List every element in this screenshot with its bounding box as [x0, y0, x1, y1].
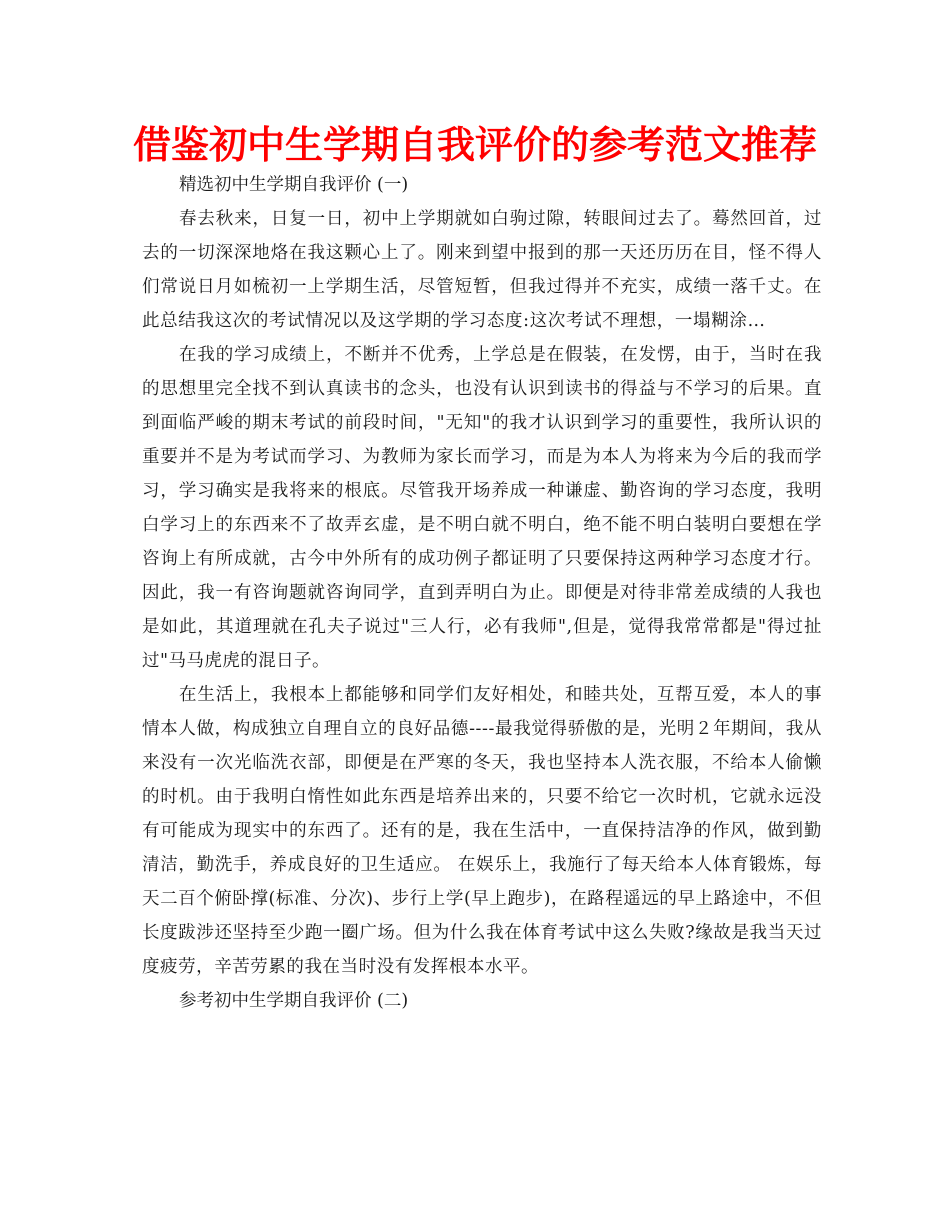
section-heading-1: 精选初中生学期自我评价 (一): [179, 175, 409, 195]
paragraph-2: 在我的学习成绩上，不断并不优秀，上学总是在假装，在发愣，由于，当时在我的思想里完全找不到认真读书的念头，也没有认识到读书的得益与不学习的后果。直到面临严峻的期末考试的前段时间，"无知"的我才认识到学习的重要性，我所认识的重要并不是为考试而学习、为教师为家长而学习，而是为本人为将来为今后的我而学习，学习确实是我将来的根底。尽管我开场养成一种谦虚、勤咨询的学习态度，我明白学习上的东西来不了故弄玄虚，是不明白就不明白，绝不能不明白装明白要想在学咨询上有所成就，古今中外所有的成功例子都证明了只要保持这两种学习态度才行。因此，我一有咨询题就咨询同学，直到弄明白为止。即便是对待非常差成绩的人我也是如此，其道理就在孔夫子说过"三人行，必有我师",但是，觉得我常常都是"得过扯过"马马虎虎的混日子。: [142, 345, 822, 671]
section-heading-2: 参考初中生学期自我评价 (二): [179, 991, 409, 1011]
paragraph-3: 在生活上，我根本上都能够和同学们友好相处，和睦共处，互帮互爱，本人的事情本人做，构成独立自理自立的良好品德----最我觉得骄傲的是，光明２年期间，我从来没有一次光临洗衣部，即便是在严寒的冬天，我也坚持本人洗衣服，不给本人偷懒的时机。由于我明白惰性如此东西是培养出来的，只要不给它一次时机，它就永远没有可能成为现实中的东西了。还有的是，我在生活中，一直保持洁净的作风，做到勤清洁，勤洗手，养成良好的卫生适应。 在娱乐上，我施行了每天给本人体育锻炼，每天二百个俯卧撑(标准、分次)、步行上学(早上跑步)，在路程遥远的早上路途中，不但长度跋涉还坚持至少跑一圈广场。但为什么我在体育考试中这么失败?缘故是我当天过度疲劳，辛苦劳累的我在当时没有发挥根本水平。: [142, 685, 822, 977]
document-body: [142, 168, 822, 1018]
document-title: 借鉴初中生学期自我评价的参考范文推荐: [132, 123, 817, 167]
paragraph-1: 春去秋来，日复一日，初中上学期就如白驹过隙，转眼间过去了。蓦然回首，过去的一切深深地烙在我这颗心上了。刚来到望中报到的那一天还历历在目，怪不得人们常说日月如梳初一上学期生活，尽管短暂，但我过得并不充实，成绩一落千丈。在此总结我这次的考试情况以及这学期的学习态度:这次考试不理想，一塌糊涂…: [142, 209, 822, 331]
